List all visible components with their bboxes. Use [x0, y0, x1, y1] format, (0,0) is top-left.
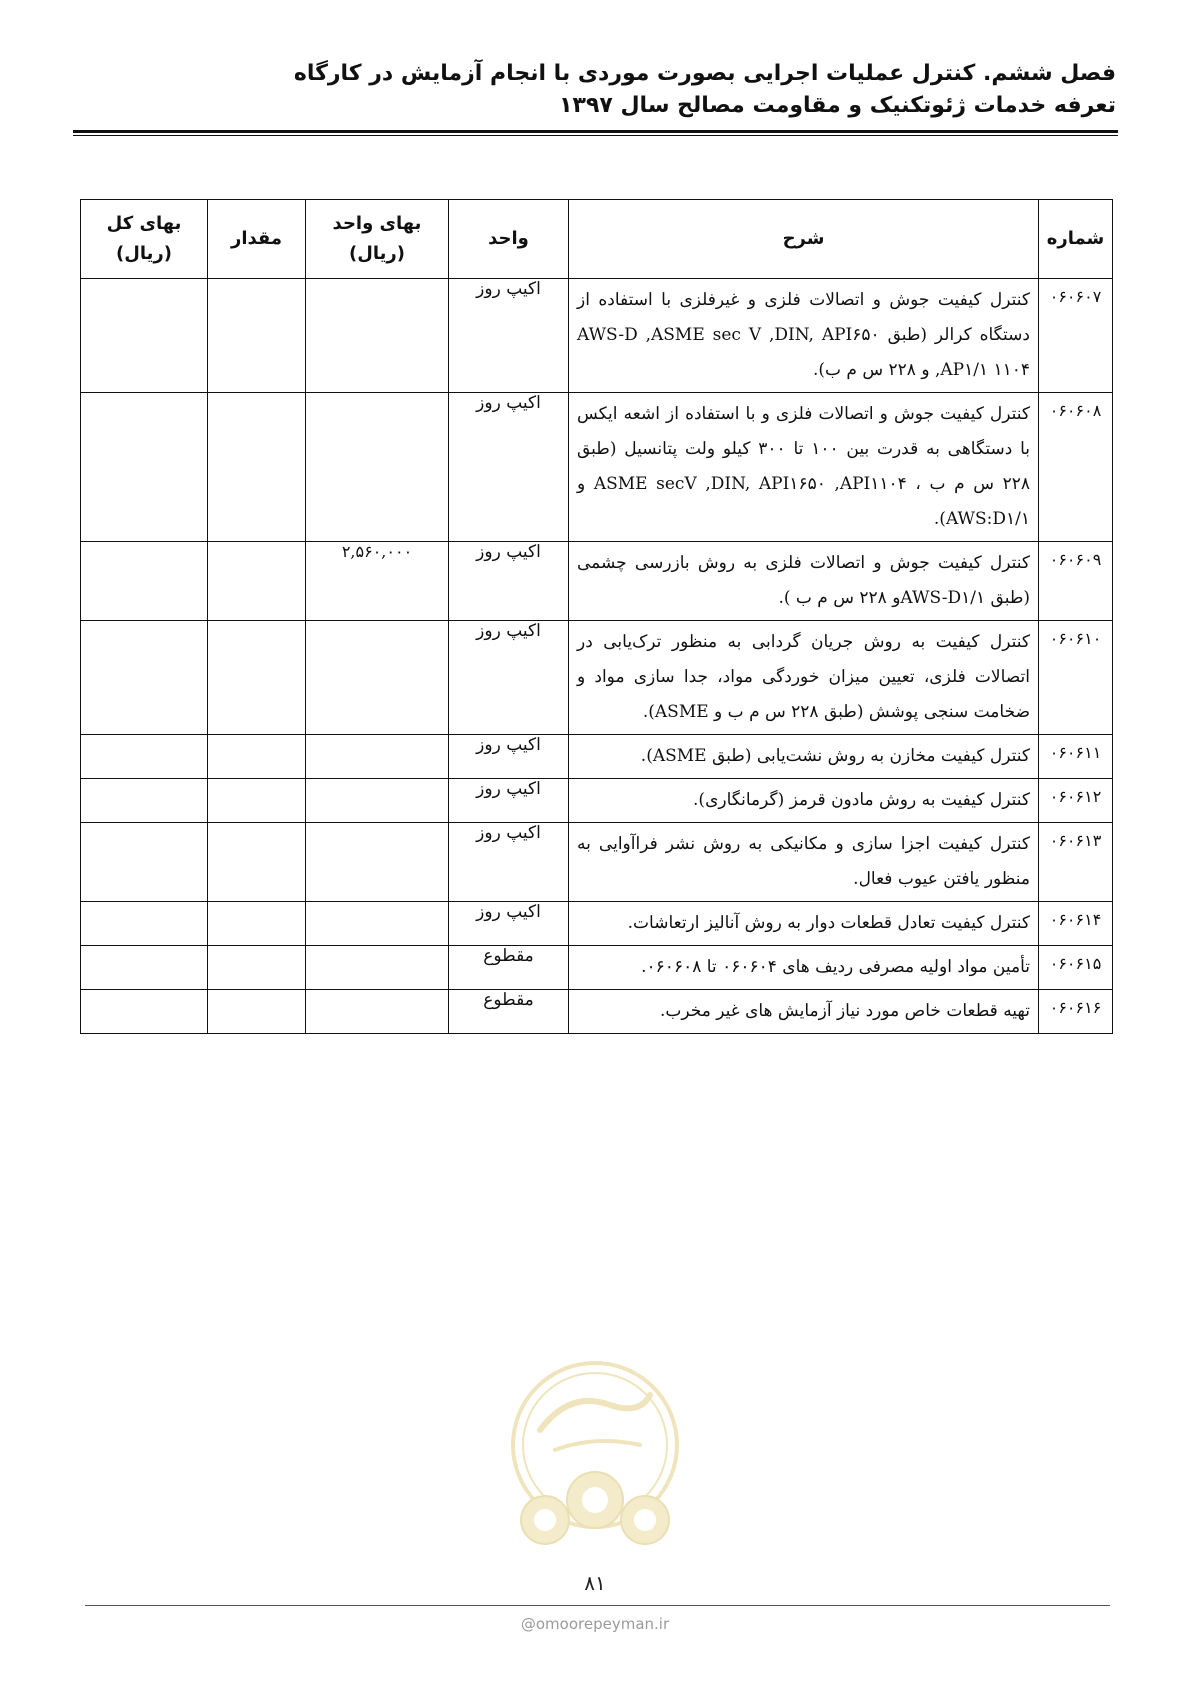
row-unit-price — [306, 990, 449, 1034]
row-quantity — [208, 990, 306, 1034]
table-row — [81, 621, 1113, 735]
row-unit-price — [306, 279, 449, 393]
row-total — [81, 946, 208, 990]
table-header-row — [81, 200, 1113, 279]
row-quantity — [208, 946, 306, 990]
row-description: تهیه قطعات خاص مورد نیاز آزمایش های غیر مخرب. — [569, 990, 1039, 1034]
row-quantity — [208, 902, 306, 946]
table-row — [81, 393, 1113, 542]
row-description: کنترل کیفیت جوش و اتصالات فلزی به روش بازرسی چشمی (طبق AWS-D۱/۱و ۲۲۸ س م ب ). — [569, 542, 1039, 621]
row-code: ۰۶۰۶۱۴ — [1039, 902, 1113, 946]
header-unit-price: بهای واحد (ریال) — [306, 200, 449, 279]
row-quantity — [208, 735, 306, 779]
row-code: ۰۶۰۶۱۶ — [1039, 990, 1113, 1034]
row-total — [81, 393, 208, 542]
row-total — [81, 823, 208, 902]
row-code: ۰۶۰۶۰۸ — [1039, 393, 1113, 542]
document-title: تعرفه خدمات ژئوتکنیک و مقاومت مصالح سال ۱۳۹۷ — [559, 93, 1116, 118]
row-code: ۰۶۰۶۱۵ — [1039, 946, 1113, 990]
row-code: ۰۶۰۶۱۳ — [1039, 823, 1113, 902]
header-rule-thick — [73, 130, 1118, 133]
row-quantity — [208, 621, 306, 735]
row-unit: اکیپ روز — [449, 393, 569, 542]
footer-rule — [85, 1605, 1110, 1606]
row-unit: اکیپ روز — [449, 902, 569, 946]
row-unit: اکیپ روز — [449, 823, 569, 902]
row-code: ۰۶۰۶۰۹ — [1039, 542, 1113, 621]
row-code: ۰۶۰۶۱۲ — [1039, 779, 1113, 823]
row-quantity — [208, 779, 306, 823]
header-total-price: بهای کل (ریال) — [81, 200, 208, 279]
row-unit-price — [306, 393, 449, 542]
row-quantity — [208, 393, 306, 542]
row-description: کنترل کیفیت تعادل قطعات دوار به روش آنالیز ارتعاشات. — [569, 902, 1039, 946]
row-total — [81, 621, 208, 735]
row-unit: اکیپ روز — [449, 735, 569, 779]
page-header — [66, 58, 1116, 122]
header-rule-thin — [73, 135, 1118, 136]
watermark-url: @omoorepeyman.ir — [520, 1615, 670, 1633]
header-description: شرح — [569, 200, 1039, 279]
header-quantity: مقدار — [208, 200, 306, 279]
row-total — [81, 735, 208, 779]
row-unit: اکیپ روز — [449, 779, 569, 823]
row-total — [81, 542, 208, 621]
table-row — [81, 779, 1113, 823]
row-unit: اکیپ روز — [449, 279, 569, 393]
table-row — [81, 542, 1113, 621]
row-unit-price — [306, 902, 449, 946]
row-description: کنترل کیفیت مخازن به روش نشت‌یابی (طبق ASME). — [569, 735, 1039, 779]
page-number: ۸۱ — [584, 1571, 606, 1595]
row-description: کنترل کیفیت اجزا سازی و مکانیکی به روش نشر فراآوایی به منظور یافتن عیوب فعال. — [569, 823, 1039, 902]
row-unit: اکیپ روز — [449, 621, 569, 735]
table-row — [81, 946, 1113, 990]
row-unit-price — [306, 779, 449, 823]
chapter-title: فصل ششم. کنترل عملیات اجرایی بصورت موردی با انجام آزمایش در کارگاه — [293, 61, 1116, 86]
table-row — [81, 990, 1113, 1034]
row-code: ۰۶۰۶۰۷ — [1039, 279, 1113, 393]
row-unit-price — [306, 946, 449, 990]
table-row — [81, 823, 1113, 902]
row-total — [81, 902, 208, 946]
row-unit-price: ۲,۵۶۰,۰۰۰ — [306, 542, 449, 621]
table-row — [81, 902, 1113, 946]
row-code: ۰۶۰۶۱۱ — [1039, 735, 1113, 779]
row-description: کنترل کیفیت جوش و اتصالات فلزی و با استفاده از اشعه ایکس با دستگاهی به قدرت بین ۱۰۰ تا ۳۰۰ کیلو ولت پتانسیل (طبق ۲۲۸ س م ب ، ASME secV ,DIN, API۱۶۵۰ ,API۱۱۰۴ و AWS:D۱/۱). — [569, 393, 1039, 542]
row-description: کنترل کیفیت به روش مادون قرمز (گرمانگاری). — [569, 779, 1039, 823]
row-unit-price — [306, 735, 449, 779]
row-description: کنترل کیفیت جوش و اتصالات فلزی و غیرفلزی با استفاده از دستگاه کرالر (طبق AWS-D ,ASME sec V ,DIN, API۶۵۰ ,AP۱/۱ ۱۱۰۴ و ۲۲۸ س م ب). — [569, 279, 1039, 393]
table-row — [81, 735, 1113, 779]
row-quantity — [208, 542, 306, 621]
row-quantity — [208, 823, 306, 902]
publisher-seal-logo — [500, 1350, 690, 1590]
tariff-table — [80, 199, 1113, 1034]
row-unit: اکیپ روز — [449, 542, 569, 621]
row-unit-price — [306, 621, 449, 735]
header-unit: واحد — [449, 200, 569, 279]
row-unit: مقطوع — [449, 990, 569, 1034]
row-code: ۰۶۰۶۱۰ — [1039, 621, 1113, 735]
row-total — [81, 279, 208, 393]
row-total — [81, 779, 208, 823]
table-row — [81, 279, 1113, 393]
row-quantity — [208, 279, 306, 393]
row-total — [81, 990, 208, 1034]
row-description: کنترل کیفیت به روش جریان گردابی به منظور ترک‌یابی در اتصالات فلزی، تعیین میزان خوردگی مواد، جدا سازی مواد و ضخامت سنجی پوشش (طبق ۲۲۸ س م ب و ASME). — [569, 621, 1039, 735]
header-code: شماره — [1039, 200, 1113, 279]
row-description: تأمین مواد اولیه مصرفی ردیف های ۰۶۰۶۰۴ تا ۰۶۰۶۰۸. — [569, 946, 1039, 990]
row-unit: مقطوع — [449, 946, 569, 990]
row-unit-price — [306, 823, 449, 902]
